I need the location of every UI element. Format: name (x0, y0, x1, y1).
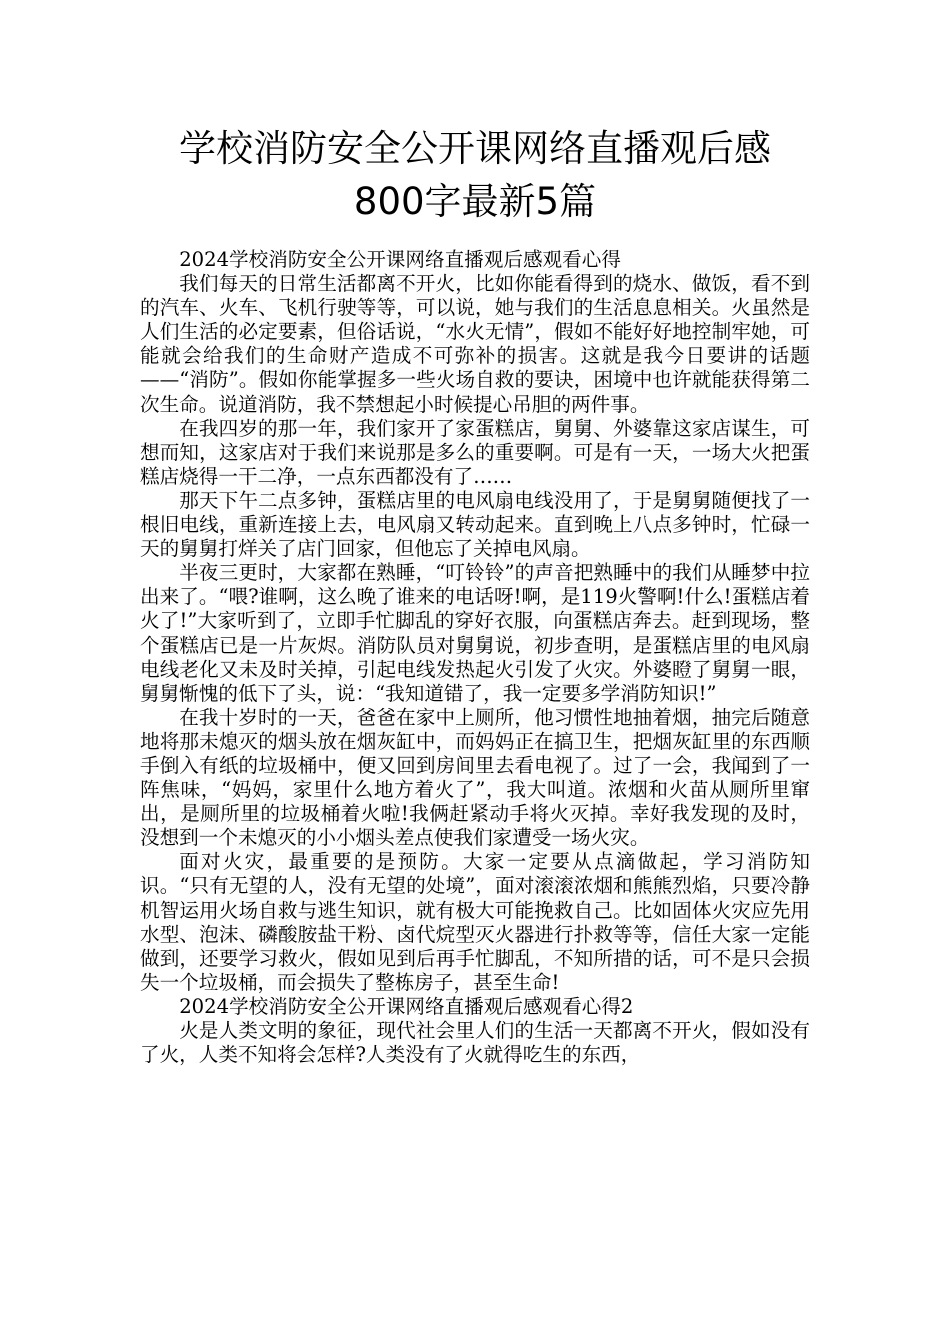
document-title (100, 122, 850, 228)
paragraph: 火是人类文明的象征，现代社会里人们的生活一天都离不开火，假如没有了火，人类不知将会怎样?人类没有了火就得吃生的东西， (140, 1019, 810, 1067)
section-heading-1: 2024学校消防安全公开课网络直播观后感观看心得 (179, 248, 621, 271)
paragraph: 在我四岁的那一年，我们家开了家蛋糕店，舅舅、外婆靠这家店谋生，可想而知，这家店对于我们来说那是多么的重要啊。可是有一天，一场大火把蛋糕店烧得一干二净，一点东西都没有了…… (140, 416, 810, 488)
paragraph: 那天下午二点多钟，蛋糕店里的电风扇电线没用了，于是舅舅随便找了一根旧电线，重新连接上去，电风扇又转动起来。直到晚上八点多钟时，忙碌一天的舅舅打烊关了店门回家，但他忘了关掉电风扇。 (140, 488, 810, 561)
document-body (140, 248, 810, 1067)
section-heading-2: 2024学校消防安全公开课网络直播观后感观看心得2 (179, 994, 634, 1018)
title-line-1: 学校消防安全公开课网络直播观后感 (179, 127, 771, 170)
paragraph: 在我十岁时的一天，爸爸在家中上厕所，他习惯性地抽着烟，抽完后随意地将那未熄灭的烟头放在烟灰缸中，而妈妈正在搞卫生，把烟灰缸里的东西顺手倒入有纸的垃圾桶中，便又回到房间里去看电视了。过了一会，我闻到了一阵焦味，“妈妈，家里什么地方着火了”，我大叫道。浓烟和火苗从厕所里窜出，是厕所里的垃圾桶着火啦!我俩赶紧动手将火灭掉。幸好我发现的及时，没想到一个未熄灭的小小烟头差点使我们家遭受一场火灾。 (140, 705, 810, 850)
paragraph: 半夜三更时，大家都在熟睡，“叮铃铃”的声音把熟睡中的我们从睡梦中拉出来了。“喂?谁啊，这么晚了谁来的电话呀!啊，是119火警啊!什么!蛋糕店着火了!”大家听到了，立即手忙脚乱的穿好衣服，向蛋糕店奔去。赶到现场，整个蛋糕店已是一片灰烬。消防队员对舅舅说，初步查明，是蛋糕店里的电风扇电线老化又未及时关掉，引起电线发热起火引发了火灾。外婆瞪了舅舅一眼，舅舅惭愧的低下了头，说：“我知道错了，我一定要多学消防知识!” (140, 561, 810, 705)
paragraph: 我们每天的日常生活都离不开火，比如你能看得到的烧水、做饭，看不到的汽车、火车、飞机行驶等等，可以说，她与我们的生活息息相关。火虽然是人们生活的必定要素，但俗话说，“水火无情”，假如不能好好地控制牢她，可能就会给我们的生命财产造成不可弥补的损害。这就是我今日要讲的话题——“消防”。假如你能掌握多一些火场自救的要诀，困境中也许就能获得第二次生命。说道消防，我不禁想起小时候提心吊胆的两件事。 (140, 272, 810, 416)
title-line-2: 800字最新5篇 (353, 180, 597, 223)
paragraph: 面对火灾，最重要的是预防。大家一定要从点滴做起，学习消防知识。“只有无望的人，没有无望的处境”，面对滚滚浓烟和熊熊烈焰，只要冷静机智运用火场自救与逃生知识，就有极大可能挽救自己。比如固体火灾应先用水型、泡沫、磷酸胺盐干粉、卤代烷型灭火器进行扑救等等，信任大家一定能做到，还要学习救火，假如见到后再手忙脚乱，不知所措的话，可不是只会损失一个垃圾桶，而会损失了整栋房子，甚至生命! (140, 850, 810, 994)
